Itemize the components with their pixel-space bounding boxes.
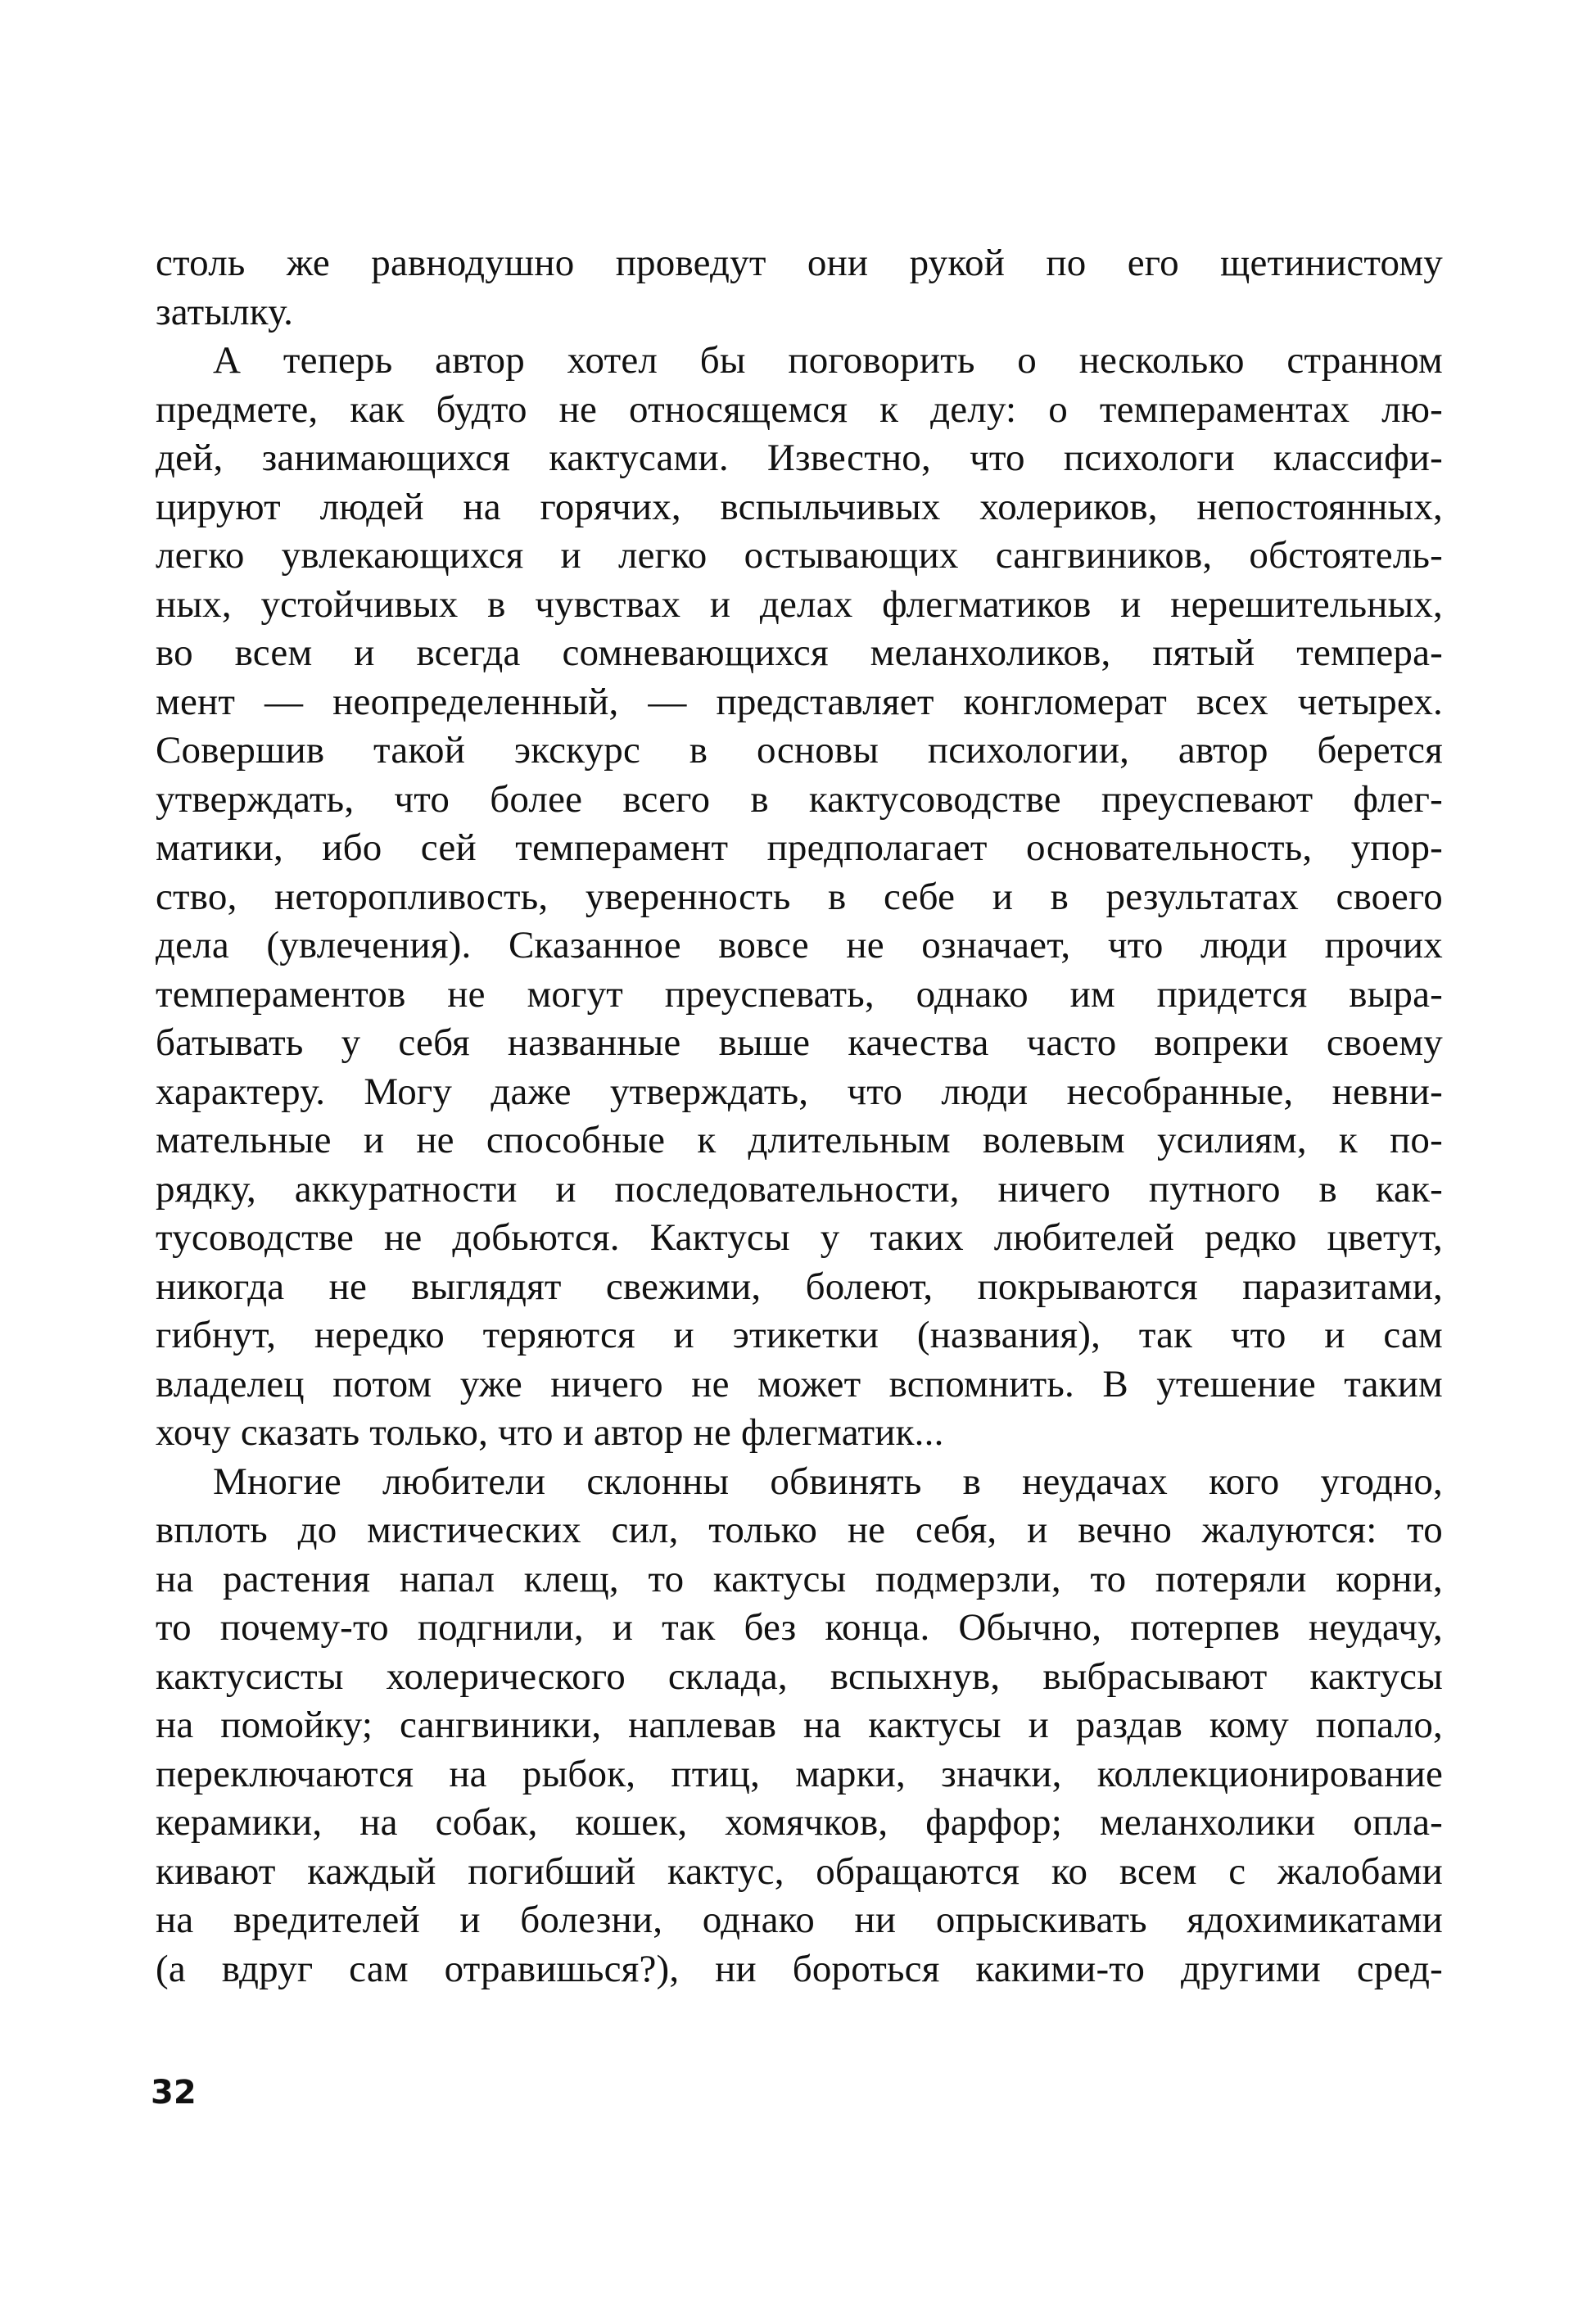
text-line: А теперь автор хотел бы поговорить о несколько странном bbox=[213, 339, 1443, 382]
text-line: столь же равнодушно проведут они рукой по его щетинистому bbox=[156, 242, 1443, 284]
text-line: дела (увлечения). Сказанное вовсе не означает, что люди прочих bbox=[156, 924, 1443, 966]
text-line: цируют людей на горячих, вспыльчивых холериков, непостоянных, bbox=[156, 485, 1443, 528]
text-line: кактусисты холерического склада, вспыхнув, выбрасывают кактусы bbox=[156, 1654, 1443, 1698]
text-line: затылку. bbox=[156, 290, 294, 333]
text-line: хочу сказать только, что и автор не флегматик... bbox=[156, 1411, 944, 1454]
text-line: рядку, аккуратности и последовательности, ничего путного в как- bbox=[156, 1167, 1443, 1211]
text-line: владелец потом уже ничего не может вспомнить. В утешение таким bbox=[156, 1362, 1443, 1405]
text-line: матики, ибо сей темперамент предполагает основательность, упор- bbox=[156, 826, 1443, 869]
text-line: батывать у себя названные выше качества часто вопреки своему bbox=[156, 1021, 1443, 1064]
text-line: легко увлекающихся и легко остывающих сангвиников, обстоятель- bbox=[156, 534, 1443, 577]
text-line: предмете, как будто не относящемся к делу: о темпераментах лю- bbox=[156, 387, 1443, 431]
text-line: никогда не выглядят свежими, болеют, покрываются паразитами, bbox=[156, 1265, 1443, 1308]
text-line: на помойку; сангвиники, наплевав на кактусы и раздав кому попало, bbox=[156, 1704, 1443, 1746]
text-line: переключаются на рыбок, птиц, марки, значки, коллекционирование bbox=[156, 1752, 1443, 1795]
text-line: на вредителей и болезни, однако ни опрыскивать ядохимикатами bbox=[156, 1899, 1443, 1941]
text-line: мательные и не способные к длительным волевым усилиям, к по- bbox=[156, 1119, 1443, 1161]
text-line: ство, неторопливость, уверенность в себе и в результатах своего bbox=[156, 875, 1443, 918]
text-line: характеру. Могу даже утверждать, что люди несобранные, невни- bbox=[156, 1070, 1443, 1113]
text-line: вплоть до мистических сил, только не себя, и вечно жалуются: то bbox=[156, 1509, 1443, 1551]
text-line: то почему-то подгнили, и так без конца. Обычно, потерпев неудачу, bbox=[156, 1606, 1443, 1649]
text-line: ных, устойчивых в чувствах и делах флегматиков и нерешительных, bbox=[156, 582, 1443, 626]
text-line: Совершив такой экскурс в основы психологии, автор берется bbox=[156, 729, 1443, 772]
text-line: гибнут, нередко теряются и этикетки (названия), так что и сам bbox=[156, 1314, 1443, 1356]
text-line: дей, занимающихся кактусами. Известно, что психологи классифи- bbox=[156, 437, 1443, 479]
text-line: мент — неопределенный, — представляет конгломерат всех четырех. bbox=[156, 680, 1443, 723]
text-line: темпераментов не могут преуспевать, однако им придется выра- bbox=[156, 972, 1443, 1016]
text-line: тусоводстве не добьются. Кактусы у таких любителей редко цветут, bbox=[156, 1216, 1443, 1259]
text-line: Многие любители склонны обвинять в неудачах кого угодно, bbox=[213, 1460, 1443, 1503]
text-line: керамики, на собак, кошек, хомячков, фарфор; меланхолики опла- bbox=[156, 1801, 1443, 1844]
text-line: (а вдруг сам отравишься?), ни бороться какими-то другими сред- bbox=[156, 1947, 1443, 1990]
page-number: 32 bbox=[151, 2074, 197, 2112]
text-line: кивают каждый погибший кактус, обращаются ко всем с жалобами bbox=[156, 1849, 1443, 1893]
body-text bbox=[156, 239, 1443, 1994]
text-line: утверждать, что более всего в кактусоводстве преуспевают флег- bbox=[156, 777, 1443, 821]
text-line: во всем и всегда сомневающихся меланхоликов, пятый темпера- bbox=[156, 631, 1443, 674]
text-line: на растения напал клещ, то кактусы подмерзли, то потеряли корни, bbox=[156, 1557, 1443, 1600]
